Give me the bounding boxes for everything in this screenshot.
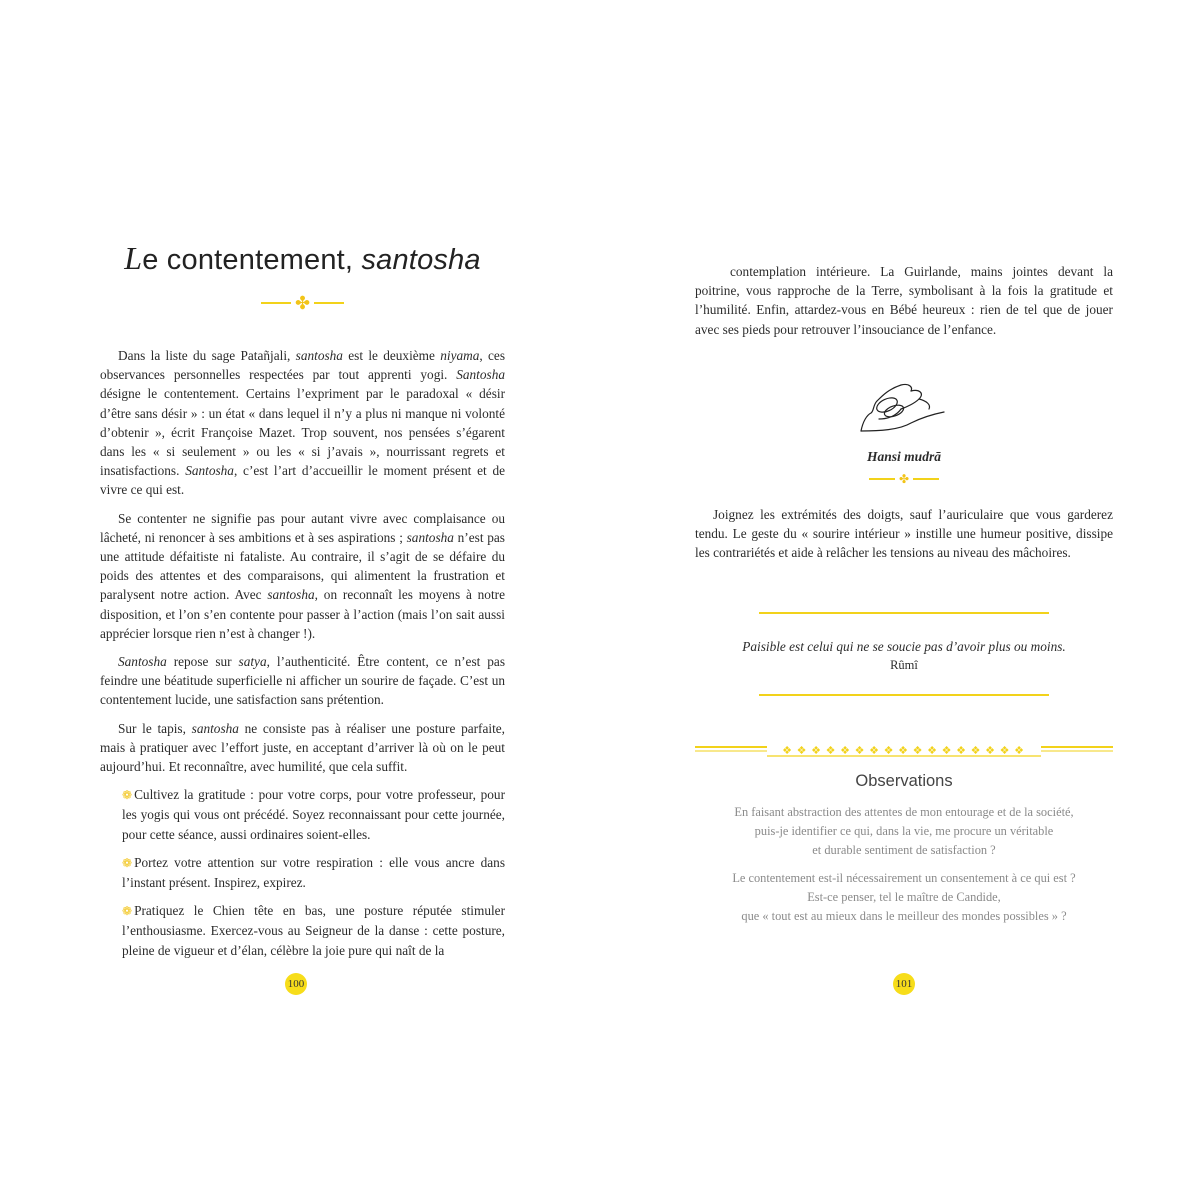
diamond-ornament-icon: ❖ — [883, 745, 894, 758]
diamond-ornament-icon: ❖ — [927, 745, 937, 758]
text-run: ne consiste pas à réaliser une posture parfaite, mais à pratiquer avec l’effort juste, en acceptant d’arriver là où on le peut aujourd’hui. Et reconnaître, avec humilité, que cela suffit. — [100, 720, 506, 775]
bullet-text: Cultivez la gratitude : pour votre corps, pour votre professeur, pour les yogis qui vous ont précédé. Soyez reconnaissant pour cette journée, pour cette séance, aussi ordinaires soient-elles. — [122, 787, 505, 842]
diamond-ornament-icon: ❖ — [869, 745, 879, 758]
text-run: Sur le tapis, — [118, 720, 192, 736]
text-run: repose sur — [166, 654, 239, 670]
diamond-ornament-icon: ❖ — [956, 745, 966, 758]
diamond-ornament-icon: ❖ — [840, 745, 850, 758]
text-run: , ces observances personnelles respectées par tout apprenti yogi. — [100, 348, 505, 383]
body-paragraph — [100, 652, 505, 710]
flower-ornament-icon: ✤ — [294, 293, 311, 313]
title-main: e contentement, — [142, 244, 362, 276]
diamond-ornament-icon: ❖ — [898, 745, 908, 758]
epigraph-quote: Paisible est celui qui ne se soucie pas d’avoir plus ou moins. — [742, 639, 1066, 655]
observation-line: Le contentement est-il nécessairement un consentement à ce qui est ? — [732, 871, 1076, 886]
text-run: désigne le contentement. Certains l’expriment par le paradoxal « désir d’être sans désir » : un état « dans lequel il n’y a plus ni manque ni volonté d’obtenir », écrit Françoise Mazet. Trop souvent, nos pensées s’égarent dans les « si seulement » ou les « si j’avais », nourrissant regrets et insatisfactions. — [100, 386, 505, 479]
italic-term: niyama — [440, 348, 480, 363]
title-initial: L — [124, 240, 143, 276]
page-title — [100, 240, 505, 280]
diamond-ornament-icon: ❖ — [970, 745, 981, 758]
bullet-item — [122, 785, 505, 844]
title-italic: santosha — [361, 244, 481, 276]
observation-line: En faisant abstraction des attentes de mon entourage et de la société, — [734, 805, 1074, 820]
flower-bullet-icon: ❁ — [122, 788, 133, 803]
page-number-right: 101 — [893, 973, 915, 995]
observations-border — [695, 740, 1113, 766]
body-paragraph — [100, 509, 505, 643]
diamond-ornament-icon: ❖ — [999, 745, 1010, 758]
diamond-ornament-icon: ❖ — [854, 745, 865, 758]
hand-mudra-icon — [849, 375, 959, 445]
bullet-text: Pratiquez le Chien tête en bas, une posture réputée stimuler l’enthousiasme. Exercez-vous au Seigneur de la danse : cette posture, pleine de vigueur et d’élan, célèbre la joie pure qui naît de la — [122, 903, 505, 958]
diamond-ornament-icon: ❖ — [941, 745, 952, 758]
text-run: Dans la liste du sage Patañjali, — [118, 348, 296, 363]
caption-ornament — [695, 473, 1113, 485]
italic-term: Santosha — [456, 367, 505, 383]
text-run: n’est pas une attitude défaitiste ni fataliste. Au contraire, il s’agit de se défaire du poids des attentes et des comparaisons, qui alimentent la frustration et paralysent notre action. Avec — [100, 529, 505, 603]
diamond-ornament-icon: ❖ — [796, 745, 807, 758]
bullet-list — [100, 785, 505, 960]
text-run: Se contenter ne signifie pas pour autant vivre avec complaisance ou lâcheté, ni renoncer à ses ambitions et à ses aspirations ; — [100, 510, 505, 545]
diamond-ornament-icon: ❖ — [1014, 745, 1024, 758]
observation-line: puis-je identifier ce qui, dans la vie, me procure un véritable — [754, 824, 1054, 839]
italic-term: santosha — [267, 587, 315, 603]
diamond-ornament-icon: ❖ — [912, 745, 923, 758]
observations-title: Observations — [855, 772, 953, 791]
observation-line: que « tout est au mieux dans le meilleur des mondes possibles » ? — [741, 909, 1067, 924]
observations-questions — [695, 803, 1113, 926]
italic-term: Santosha — [118, 654, 167, 670]
italic-term: santosha — [191, 720, 239, 736]
body-paragraph — [100, 346, 505, 500]
text-run: , l’authenticité. Être content, ce n’est pas feindre une béatitude superficielle ni afficher un sourire de façade. C’est un contentement lucide, une satisfaction sans prétention. — [100, 654, 505, 708]
text-run: , c’est l’art d’accueillir le moment présent et de vivre ce qui est. — [100, 463, 505, 498]
body-paragraph — [100, 719, 505, 777]
bullet-item — [122, 853, 505, 892]
observation-line: Est-ce penser, tel le maître de Candide, — [807, 890, 1001, 905]
page-number-left: 100 — [285, 973, 307, 995]
italic-term: santosha — [295, 348, 343, 363]
observation-line: et durable sentiment de satisfaction ? — [812, 843, 996, 858]
flower-bullet-icon: ❁ — [122, 855, 133, 870]
observation-question — [695, 803, 1113, 860]
diamond-ornament-icon: ❖ — [811, 745, 821, 758]
quote-author: Rûmî — [890, 658, 918, 673]
text-run: , on reconnaît les moyens à notre disposition, et l’on s’en contente pour passer à l’action (mais l’on sait aussi apprécier lorsque rien n’est à changer !). — [100, 587, 505, 641]
text-run: est le deuxième — [342, 348, 441, 363]
body-text — [100, 346, 505, 776]
bullet-item — [122, 901, 505, 960]
mudra-instructions: Joignez les extrémités des doigts, sauf l’auriculaire que vous garderez tendu. Le geste du « sourire intérieur » instille une humeur positive, dissipe les contrariétés et aide à relâcher les tensions au niveau des mâchoires. — [695, 506, 1113, 561]
bullet-text: Portez votre attention sur votre respiration : elle vous ancre dans l’instant présent. Inspirez, expirez. — [122, 854, 505, 891]
observation-question — [695, 869, 1113, 926]
diamond-ornament-icon: ❖ — [825, 745, 836, 758]
diamond-ornament-icon: ❖ — [985, 745, 995, 758]
flower-ornament-icon: ✤ — [898, 471, 910, 486]
italic-term: santosha — [406, 529, 454, 545]
diamond-ornament-icon: ❖ — [782, 745, 792, 758]
right-page — [695, 262, 1113, 935]
title-ornament — [100, 294, 505, 312]
continuation-text: contemplation intérieure. La Guirlande, mains jointes devant la poitrine, vous rapproche de la Terre, symbolisant à la fois la gratitude et l’humilité. Enfin, attardez-vous en Bébé heureux : rien de tel que de jouer avec ses pieds pour retrouver l’insouciance de l’enfance. — [695, 264, 1113, 337]
illustration-caption: Hansi mudrā — [867, 448, 941, 464]
flower-bullet-icon: ❁ — [122, 904, 133, 919]
italic-term: satya — [238, 654, 267, 670]
italic-term: Santosha — [185, 463, 234, 479]
left-page — [100, 240, 505, 969]
